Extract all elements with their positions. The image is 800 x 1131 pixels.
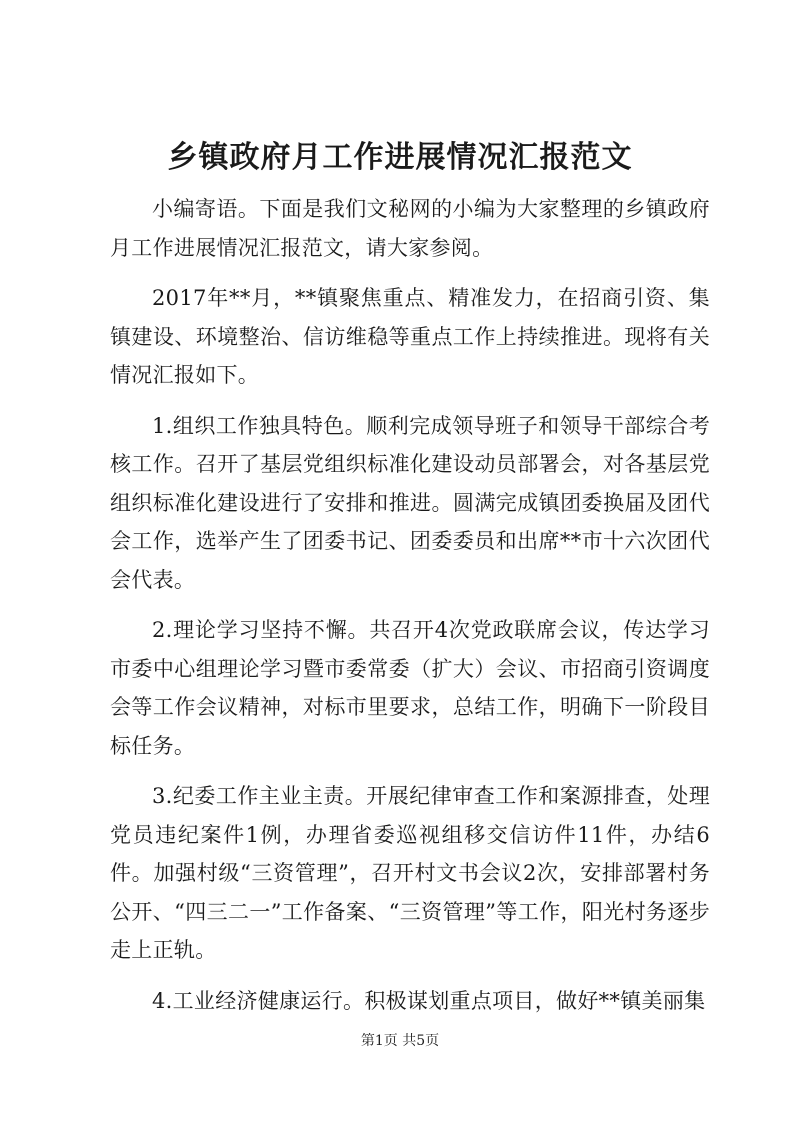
paragraph-overview: 2017年**月，**镇聚焦重点、精准发力，在招商引资、集镇建设、环境整治、信访维稳等重点工作上持续推进。现将有关情况汇报如下。 — [110, 286, 710, 387]
paragraph-item-1: 1.组织工作独具特色。顺利完成领导班子和领导干部综合考核工作。召开了基层党组织标准化建设动员部署会，对各基层党组织标准化建设进行了安排和推进。圆满完成镇团委换届及团代会工作，选举产生了团委书记、团委委员和出席**市十六次团代会代表。 — [110, 413, 710, 592]
document-title: 乡镇政府月工作进展情况汇报范文 — [167, 140, 633, 175]
paragraph-item-4: 4.工业经济健康运行。积极谋划重点项目，做好**镇美丽集 — [152, 988, 706, 1013]
paragraph-intro: 小编寄语。下面是我们文秘网的小编为大家整理的乡镇政府月工作进展情况汇报范文，请大家参阅。 — [110, 197, 710, 260]
paragraph-item-2: 2.理论学习坚持不懈。共召开4次党政联席会议，传达学习市委中心组理论学习暨市委常委（扩大）会议、市招商引资调度会等工作会议精神，对标市里要求，总结工作，明确下一阶段目标任务。 — [110, 618, 710, 758]
document-body — [110, 190, 710, 1032]
page-number: 第1页 共5页 — [360, 1033, 440, 1049]
paragraph-item-3: 3.纪委工作主业主责。开展纪律审查工作和案源排查，处理党员违纪案件1例，办理省委巡视组移交信访件11件，办结6件。加强村级“三资管理”，召开村文书会议2次，安排部署村务公开、“四三二一”工作备案、“三资管理”等工作，阳光村务逐步走上正轨。 — [110, 784, 710, 962]
